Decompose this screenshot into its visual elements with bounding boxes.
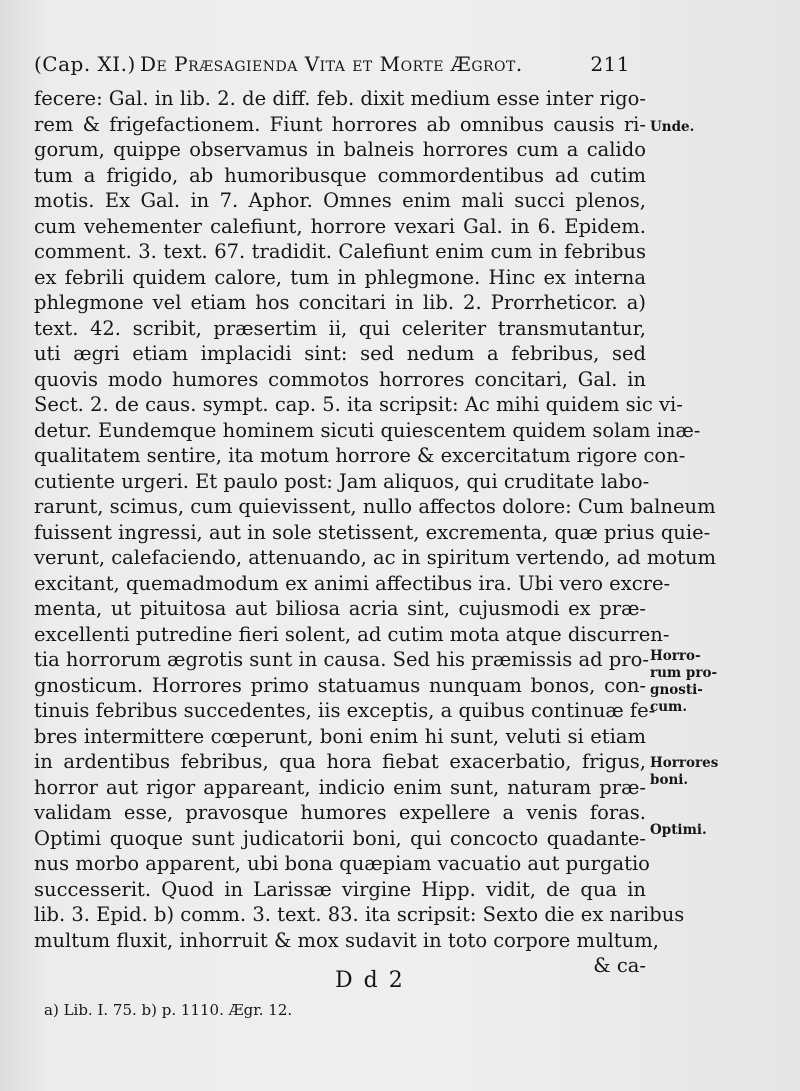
text-line: detur. Eundemque hominem sicuti quiescentem quidem solam inæ- — [34, 418, 701, 442]
running-title: De Præsagienda Vita et Morte Ægrot. — [140, 52, 523, 76]
text-line: Sect. 2. de caus. sympt. cap. 5. ita scripsit: Ac mihi quidem sic vi- — [34, 393, 683, 416]
text-line: bres intermittere cœperunt, boni enim hi sunt, veluti si etiam — [34, 724, 646, 748]
running-header — [34, 50, 630, 80]
text-line: Optimi quoque sunt judicatorii boni, qui concocto quadante- — [34, 826, 646, 850]
text-line: uti ægri etiam implacidi sint: sed nedum a febribus, sed — [34, 342, 646, 365]
margin-note-optimi: Optimi. — [650, 822, 707, 838]
text-line: quovis modo humores commotos horrores concitari, Gal. in — [34, 367, 646, 391]
signature-mark: D d 2 — [335, 968, 405, 993]
text-line: text. 42. scribit, præsertim ii, qui celeriter transmutantur, — [34, 316, 646, 340]
margin-note-horrorum-prognosticum: Horro- rum pro- gnosti- cum. — [650, 648, 718, 715]
text-line: fecere: Gal. in lib. 2. de diff. feb. dixit medium esse inter rigo- — [34, 87, 646, 110]
text-line: in ardentibus febribus, qua hora fiebat exacerbatio, frigus, — [34, 750, 646, 773]
margin-note-horrores-boni: Horrores boni. — [650, 755, 719, 788]
text-line: verunt, calefaciendo, attenuando, ac in spiritum vertendo, ad motum — [34, 546, 716, 569]
text-line: rarunt, scimus, cum quievissent, nullo affectos dolore: Cum balneum — [34, 495, 716, 518]
text-line: cutiente urgeri. Et paulo post: Jam aliquos, qui cruditate labo- — [34, 469, 650, 493]
text-line: horror aut rigor appareant, indicio enim sunt, naturam præ- — [34, 775, 646, 799]
footnotes: a) Lib. I. 75. b) p. 1110. Ægr. 12. — [44, 1001, 293, 1019]
text-line: tum a frigido, ab humoribusque commordentibus ad cutim — [34, 163, 646, 187]
text-line: qualitatem sentire, ita motum horrore & excercitatum rigore con- — [34, 444, 686, 467]
text-line: multum fluxit, inhorruit & mox sudavit in toto corpore multum, — [34, 928, 659, 952]
text-line: excellenti putredine fieri solent, ad cutim mota atque discurren- — [34, 622, 670, 646]
chapter-label: (Cap. XI.) — [34, 52, 136, 76]
page-number: 211 — [590, 52, 630, 76]
text-line: cum vehementer calefiunt, horrore vexari Gal. in 6. Epidem. — [34, 214, 646, 238]
text-line: ex febrili quidem calore, tum in phlegmone. Hinc ex interna — [34, 265, 646, 289]
text-line: successerit. Quod in Larissæ virgine Hipp. vidit, de qua in — [34, 877, 646, 901]
catchword: & ca- — [593, 954, 646, 977]
text-line: fuissent ingressi, aut in sole stetissent, excrementa, quæ prius quie- — [34, 520, 711, 544]
text-line: tia horrorum ægrotis sunt in causa. Sed his præmissis ad pro- — [34, 648, 649, 671]
text-line: phlegmone vel etiam hos concitari in lib. 2. Prorrheticor. a) — [34, 291, 646, 314]
text-line: nus morbo apparent, ubi bona quæpiam vacuatio aut purgatio — [34, 852, 650, 875]
text-line: comment. 3. text. 67. tradidit. Calefiunt enim cum in febribus — [34, 240, 646, 263]
text-line: rem & frigefactionem. Fiunt horrores ab omnibus causis ri- — [34, 112, 646, 136]
text-line: menta, ut pituitosa aut biliosa acria sint, cujusmodi ex præ- — [34, 597, 646, 620]
text-line: validam esse, pravosque humores expellere a venis foras. — [34, 801, 646, 824]
text-line: excitant, quemadmodum ex animi affectibus ira. Ubi vero excre- — [34, 571, 671, 595]
text-line: lib. 3. Epid. b) comm. 3. text. 83. ita scripsit: Sexto die ex naribus — [34, 903, 685, 926]
margin-note-unde: Unde. — [650, 119, 695, 135]
text-line: tinuis febribus succedentes, iis exceptis, a quibus continuæ fe- — [34, 699, 656, 722]
text-line: gnosticum. Horrores primo statuamus nunquam bonos, con- — [34, 673, 646, 697]
text-line: gorum, quippe observamus in balneis horrores cum a calido — [34, 138, 646, 161]
text-line: motis. Ex Gal. in 7. Aphor. Omnes enim mali succi plenos, — [34, 189, 646, 212]
